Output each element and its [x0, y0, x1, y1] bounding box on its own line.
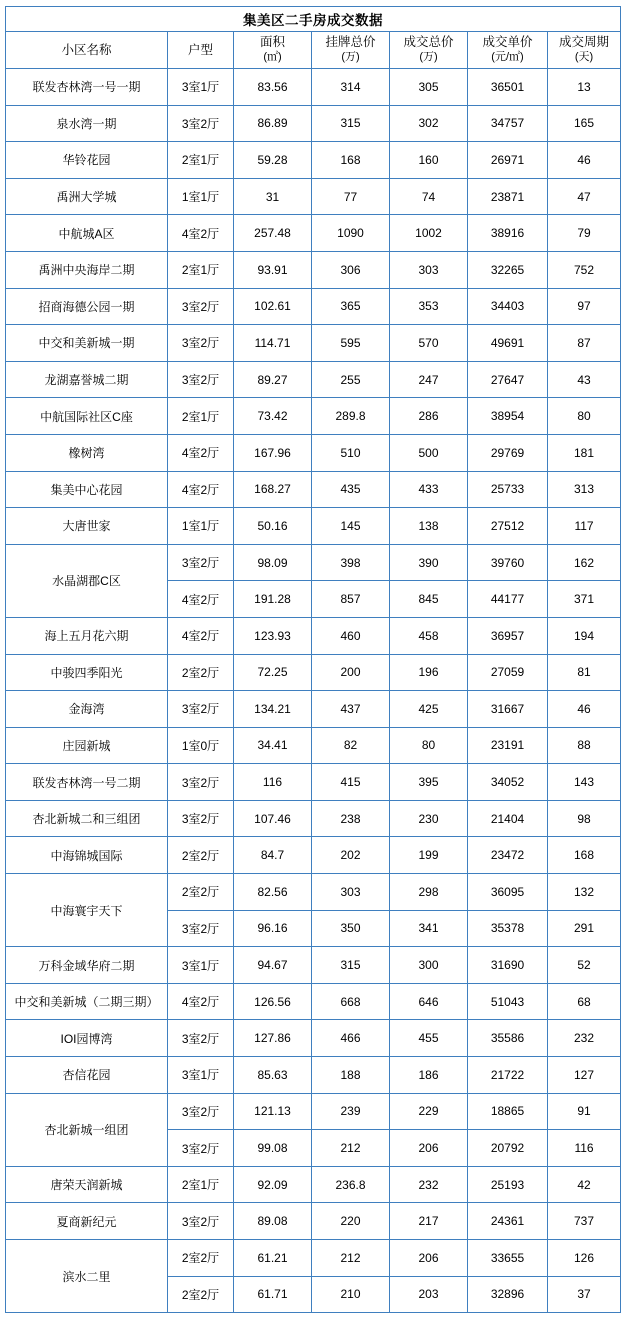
cell-deal-price: 845 [390, 581, 468, 618]
cell-cycle: 752 [548, 251, 621, 288]
cell-room-type: 1室1厅 [168, 508, 234, 545]
cell-deal-price: 217 [390, 1203, 468, 1240]
cell-area: 126.56 [234, 983, 312, 1020]
cell-cycle: 88 [548, 727, 621, 764]
cell-community-name: 杏信花园 [6, 1057, 168, 1094]
cell-room-type: 2室2厅 [168, 837, 234, 874]
cell-area: 72.25 [234, 654, 312, 691]
cell-listing-price: 239 [312, 1093, 390, 1130]
column-header-label: 小区名称 [61, 42, 112, 57]
cell-cycle: 168 [548, 837, 621, 874]
cell-room-type: 3室2厅 [168, 325, 234, 362]
cell-community-name: 泉水湾一期 [6, 105, 168, 142]
cell-unit-price: 49691 [468, 325, 548, 362]
cell-deal-price: 80 [390, 727, 468, 764]
cell-deal-price: 305 [390, 69, 468, 106]
cell-community-name: 夏商新纪元 [6, 1203, 168, 1240]
cell-listing-price: 398 [312, 544, 390, 581]
cell-area: 86.89 [234, 105, 312, 142]
cell-community-name: 唐荣天润新城 [6, 1166, 168, 1203]
cell-room-type: 3室1厅 [168, 947, 234, 984]
cell-deal-price: 390 [390, 544, 468, 581]
cell-cycle: 132 [548, 874, 621, 911]
cell-room-type: 4室2厅 [168, 434, 234, 471]
column-header-label: 挂牌总价 [325, 35, 376, 49]
table-row [6, 1166, 621, 1203]
cell-deal-price: 230 [390, 800, 468, 837]
cell-listing-price: 188 [312, 1057, 390, 1094]
cell-area: 34.41 [234, 727, 312, 764]
column-header-label: 成交周期 [559, 35, 610, 49]
column-header-unit: (㎡) [263, 51, 282, 63]
cell-area: 59.28 [234, 142, 312, 179]
cell-deal-price: 570 [390, 325, 468, 362]
cell-room-type: 2室1厅 [168, 251, 234, 288]
cell-area: 61.21 [234, 1240, 312, 1277]
table-row [6, 105, 621, 142]
cell-room-type: 1室0厅 [168, 727, 234, 764]
cell-area: 96.16 [234, 910, 312, 947]
cell-listing-price: 145 [312, 508, 390, 545]
cell-listing-price: 82 [312, 727, 390, 764]
cell-area: 257.48 [234, 215, 312, 252]
cell-room-type: 3室2厅 [168, 544, 234, 581]
column-header-label: 成交单价 [482, 35, 533, 49]
cell-community-name: 金海湾 [6, 691, 168, 728]
cell-listing-price: 168 [312, 142, 390, 179]
cell-unit-price: 35378 [468, 910, 548, 947]
cell-deal-price: 353 [390, 288, 468, 325]
cell-deal-price: 458 [390, 617, 468, 654]
table-row [6, 874, 621, 911]
cell-cycle: 737 [548, 1203, 621, 1240]
cell-cycle: 42 [548, 1166, 621, 1203]
cell-area: 116 [234, 764, 312, 801]
cell-area: 94.67 [234, 947, 312, 984]
cell-unit-price: 34052 [468, 764, 548, 801]
page-title: 集美区二手房成交数据 [6, 7, 621, 32]
cell-listing-price: 255 [312, 361, 390, 398]
cell-unit-price: 27512 [468, 508, 548, 545]
cell-unit-price: 27647 [468, 361, 548, 398]
cell-unit-price: 38916 [468, 215, 548, 252]
cell-cycle: 98 [548, 800, 621, 837]
cell-room-type: 2室2厅 [168, 1240, 234, 1277]
table-row [6, 471, 621, 508]
cell-unit-price: 25733 [468, 471, 548, 508]
cell-community-name: 联发杏林湾一号二期 [6, 764, 168, 801]
cell-cycle: 232 [548, 1020, 621, 1057]
table-row [6, 837, 621, 874]
cell-unit-price: 26971 [468, 142, 548, 179]
cell-unit-price: 25193 [468, 1166, 548, 1203]
cell-cycle: 37 [548, 1276, 621, 1313]
cell-area: 83.56 [234, 69, 312, 106]
table-row [6, 654, 621, 691]
cell-deal-price: 395 [390, 764, 468, 801]
cell-community-name: 龙湖嘉誉城二期 [6, 361, 168, 398]
cell-community-name: 大唐世家 [6, 508, 168, 545]
cell-unit-price: 44177 [468, 581, 548, 618]
cell-room-type: 2室1厅 [168, 1166, 234, 1203]
cell-listing-price: 210 [312, 1276, 390, 1313]
cell-listing-price: 236.8 [312, 1166, 390, 1203]
cell-listing-price: 595 [312, 325, 390, 362]
cell-deal-price: 229 [390, 1093, 468, 1130]
cell-unit-price: 35586 [468, 1020, 548, 1057]
cell-unit-price: 39760 [468, 544, 548, 581]
cell-cycle: 165 [548, 105, 621, 142]
cell-room-type: 3室2厅 [168, 1093, 234, 1130]
cell-cycle: 371 [548, 581, 621, 618]
table-row [6, 1020, 621, 1057]
cell-community-name: 橡树湾 [6, 434, 168, 471]
cell-cycle: 97 [548, 288, 621, 325]
cell-unit-price: 32265 [468, 251, 548, 288]
cell-cycle: 127 [548, 1057, 621, 1094]
cell-area: 61.71 [234, 1276, 312, 1313]
cell-cycle: 52 [548, 947, 621, 984]
table-row [6, 617, 621, 654]
cell-cycle: 43 [548, 361, 621, 398]
column-header-0 [6, 32, 168, 69]
table-row [6, 325, 621, 362]
cell-listing-price: 435 [312, 471, 390, 508]
cell-cycle: 87 [548, 325, 621, 362]
cell-area: 82.56 [234, 874, 312, 911]
cell-deal-price: 160 [390, 142, 468, 179]
cell-cycle: 46 [548, 142, 621, 179]
cell-area: 114.71 [234, 325, 312, 362]
column-header-label: 面积 [259, 35, 285, 49]
cell-listing-price: 510 [312, 434, 390, 471]
cell-room-type: 3室2厅 [168, 691, 234, 728]
cell-community-name: 庄园新城 [6, 727, 168, 764]
cell-deal-price: 646 [390, 983, 468, 1020]
cell-area: 107.46 [234, 800, 312, 837]
cell-room-type: 2室1厅 [168, 142, 234, 179]
cell-community-name: 中海锦城国际 [6, 837, 168, 874]
cell-area: 99.08 [234, 1130, 312, 1167]
cell-listing-price: 289.8 [312, 398, 390, 435]
cell-unit-price: 36501 [468, 69, 548, 106]
table-row [6, 727, 621, 764]
cell-community-name: 杏北新城二和三组团 [6, 800, 168, 837]
column-header-label: 户型 [187, 42, 213, 57]
cell-area: 123.93 [234, 617, 312, 654]
cell-deal-price: 74 [390, 178, 468, 215]
table-row [6, 1240, 621, 1277]
cell-area: 93.91 [234, 251, 312, 288]
table-row [6, 142, 621, 179]
cell-community-name: 海上五月花六期 [6, 617, 168, 654]
cell-room-type: 2室2厅 [168, 874, 234, 911]
cell-community-name: 禹洲大学城 [6, 178, 168, 215]
table-row [6, 361, 621, 398]
cell-unit-price: 32896 [468, 1276, 548, 1313]
cell-cycle: 80 [548, 398, 621, 435]
cell-deal-price: 286 [390, 398, 468, 435]
cell-community-name: 杏北新城一组团 [6, 1093, 168, 1166]
cell-area: 98.09 [234, 544, 312, 581]
cell-unit-price: 23191 [468, 727, 548, 764]
cell-cycle: 13 [548, 69, 621, 106]
cell-area: 84.7 [234, 837, 312, 874]
cell-listing-price: 77 [312, 178, 390, 215]
cell-listing-price: 303 [312, 874, 390, 911]
cell-listing-price: 314 [312, 69, 390, 106]
cell-room-type: 1室1厅 [168, 178, 234, 215]
cell-unit-price: 34757 [468, 105, 548, 142]
table-row [6, 508, 621, 545]
table-row [6, 69, 621, 106]
table-row [6, 1093, 621, 1130]
cell-unit-price: 34403 [468, 288, 548, 325]
cell-cycle: 291 [548, 910, 621, 947]
cell-unit-price: 18865 [468, 1093, 548, 1130]
cell-deal-price: 247 [390, 361, 468, 398]
cell-room-type: 3室2厅 [168, 910, 234, 947]
cell-listing-price: 220 [312, 1203, 390, 1240]
cell-community-name: 集美中心花园 [6, 471, 168, 508]
cell-unit-price: 31690 [468, 947, 548, 984]
cell-unit-price: 36957 [468, 617, 548, 654]
cell-community-name: 水晶湖郡C区 [6, 544, 168, 617]
cell-deal-price: 186 [390, 1057, 468, 1094]
cell-room-type: 4室2厅 [168, 617, 234, 654]
cell-listing-price: 437 [312, 691, 390, 728]
cell-area: 89.08 [234, 1203, 312, 1240]
table-row [6, 1057, 621, 1094]
cell-room-type: 3室2厅 [168, 764, 234, 801]
cell-unit-price: 20792 [468, 1130, 548, 1167]
cell-community-name: 招商海德公园一期 [6, 288, 168, 325]
cell-listing-price: 1090 [312, 215, 390, 252]
cell-unit-price: 23871 [468, 178, 548, 215]
cell-listing-price: 350 [312, 910, 390, 947]
cell-cycle: 313 [548, 471, 621, 508]
cell-listing-price: 202 [312, 837, 390, 874]
cell-community-name: 万科金域华府二期 [6, 947, 168, 984]
cell-room-type: 3室2厅 [168, 288, 234, 325]
cell-deal-price: 196 [390, 654, 468, 691]
cell-deal-price: 203 [390, 1276, 468, 1313]
cell-unit-price: 33655 [468, 1240, 548, 1277]
cell-unit-price: 51043 [468, 983, 548, 1020]
cell-cycle: 79 [548, 215, 621, 252]
cell-room-type: 2室1厅 [168, 398, 234, 435]
cell-deal-price: 206 [390, 1130, 468, 1167]
cell-room-type: 3室1厅 [168, 1057, 234, 1094]
table-row [6, 434, 621, 471]
cell-cycle: 116 [548, 1130, 621, 1167]
cell-area: 127.86 [234, 1020, 312, 1057]
table-row [6, 215, 621, 252]
cell-cycle: 162 [548, 544, 621, 581]
cell-unit-price: 31667 [468, 691, 548, 728]
cell-community-name: 华铃花园 [6, 142, 168, 179]
cell-room-type: 4室2厅 [168, 471, 234, 508]
cell-deal-price: 1002 [390, 215, 468, 252]
cell-community-name: 中海寰宇天下 [6, 874, 168, 947]
cell-room-type: 3室2厅 [168, 800, 234, 837]
cell-cycle: 47 [548, 178, 621, 215]
cell-area: 121.13 [234, 1093, 312, 1130]
cell-area: 50.16 [234, 508, 312, 545]
cell-listing-price: 415 [312, 764, 390, 801]
cell-unit-price: 27059 [468, 654, 548, 691]
table-title-row [6, 7, 621, 32]
column-header-unit: (万) [341, 51, 360, 63]
cell-cycle: 181 [548, 434, 621, 471]
cell-unit-price: 21722 [468, 1057, 548, 1094]
cell-deal-price: 138 [390, 508, 468, 545]
cell-deal-price: 206 [390, 1240, 468, 1277]
cell-listing-price: 668 [312, 983, 390, 1020]
cell-area: 85.63 [234, 1057, 312, 1094]
cell-cycle: 194 [548, 617, 621, 654]
cell-community-name: 中交和美新城（二期三期） [6, 983, 168, 1020]
cell-area: 134.21 [234, 691, 312, 728]
cell-listing-price: 212 [312, 1240, 390, 1277]
cell-deal-price: 302 [390, 105, 468, 142]
cell-listing-price: 238 [312, 800, 390, 837]
cell-community-name: 联发杏林湾一号一期 [6, 69, 168, 106]
column-header-unit: (天) [574, 51, 594, 63]
cell-room-type: 2室2厅 [168, 1276, 234, 1313]
cell-unit-price: 23472 [468, 837, 548, 874]
cell-room-type: 2室2厅 [168, 654, 234, 691]
cell-listing-price: 466 [312, 1020, 390, 1057]
cell-community-name: 中航城A区 [6, 215, 168, 252]
cell-listing-price: 365 [312, 288, 390, 325]
cell-area: 191.28 [234, 581, 312, 618]
cell-unit-price: 21404 [468, 800, 548, 837]
cell-room-type: 3室2厅 [168, 1203, 234, 1240]
table-row [6, 800, 621, 837]
cell-deal-price: 303 [390, 251, 468, 288]
cell-deal-price: 298 [390, 874, 468, 911]
cell-deal-price: 300 [390, 947, 468, 984]
table-row [6, 178, 621, 215]
column-header-unit: (元/㎡) [491, 51, 524, 63]
cell-deal-price: 199 [390, 837, 468, 874]
column-header-4 [390, 32, 468, 69]
cell-unit-price: 36095 [468, 874, 548, 911]
table-row [6, 544, 621, 581]
cell-deal-price: 341 [390, 910, 468, 947]
cell-cycle: 68 [548, 983, 621, 1020]
cell-deal-price: 500 [390, 434, 468, 471]
cell-area: 73.42 [234, 398, 312, 435]
column-header-1 [168, 32, 234, 69]
cell-area: 168.27 [234, 471, 312, 508]
cell-cycle: 91 [548, 1093, 621, 1130]
cell-community-name: 禹洲中央海岸二期 [6, 251, 168, 288]
cell-room-type: 4室2厅 [168, 983, 234, 1020]
table-row [6, 251, 621, 288]
table-row [6, 983, 621, 1020]
cell-area: 31 [234, 178, 312, 215]
cell-listing-price: 212 [312, 1130, 390, 1167]
cell-listing-price: 315 [312, 105, 390, 142]
cell-room-type: 3室2厅 [168, 1020, 234, 1057]
column-header-unit: (万) [419, 51, 438, 63]
column-header-5 [468, 32, 548, 69]
transaction-table [5, 6, 621, 1313]
cell-room-type: 4室2厅 [168, 215, 234, 252]
cell-cycle: 143 [548, 764, 621, 801]
cell-room-type: 3室2厅 [168, 105, 234, 142]
cell-community-name: 滨水二里 [6, 1240, 168, 1313]
column-header-6 [548, 32, 621, 69]
cell-room-type: 3室2厅 [168, 361, 234, 398]
cell-area: 89.27 [234, 361, 312, 398]
cell-listing-price: 306 [312, 251, 390, 288]
cell-community-name: 中交和美新城一期 [6, 325, 168, 362]
cell-room-type: 3室1厅 [168, 69, 234, 106]
cell-unit-price: 38954 [468, 398, 548, 435]
cell-room-type: 4室2厅 [168, 581, 234, 618]
column-header-label: 成交总价 [403, 35, 454, 49]
table-row [6, 947, 621, 984]
cell-deal-price: 433 [390, 471, 468, 508]
table-row [6, 1203, 621, 1240]
table-header-row [6, 32, 621, 69]
cell-deal-price: 455 [390, 1020, 468, 1057]
table-row [6, 398, 621, 435]
cell-listing-price: 200 [312, 654, 390, 691]
table-row [6, 764, 621, 801]
cell-cycle: 46 [548, 691, 621, 728]
cell-area: 92.09 [234, 1166, 312, 1203]
cell-community-name: 中骏四季阳光 [6, 654, 168, 691]
cell-deal-price: 232 [390, 1166, 468, 1203]
cell-area: 167.96 [234, 434, 312, 471]
cell-deal-price: 425 [390, 691, 468, 728]
table-row [6, 288, 621, 325]
cell-cycle: 81 [548, 654, 621, 691]
column-header-3 [312, 32, 390, 69]
column-header-2 [234, 32, 312, 69]
cell-listing-price: 857 [312, 581, 390, 618]
cell-area: 102.61 [234, 288, 312, 325]
cell-unit-price: 24361 [468, 1203, 548, 1240]
cell-cycle: 126 [548, 1240, 621, 1277]
cell-unit-price: 29769 [468, 434, 548, 471]
cell-community-name: 中航国际社区C座 [6, 398, 168, 435]
cell-listing-price: 460 [312, 617, 390, 654]
cell-listing-price: 315 [312, 947, 390, 984]
cell-community-name: IOI园博湾 [6, 1020, 168, 1057]
cell-cycle: 117 [548, 508, 621, 545]
table-row [6, 691, 621, 728]
cell-room-type: 3室2厅 [168, 1130, 234, 1167]
